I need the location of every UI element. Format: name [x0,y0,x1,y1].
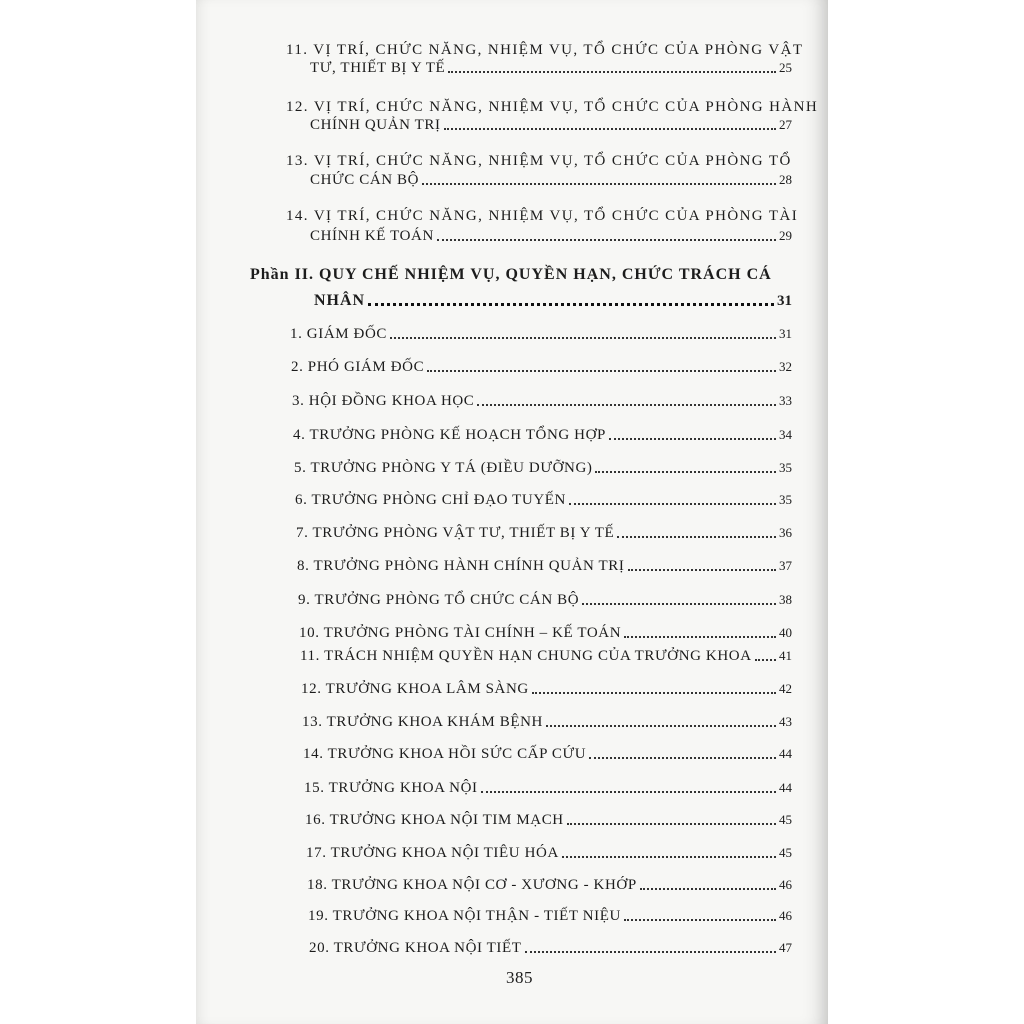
toc-entry-label: 20. TRƯỞNG KHOA NỘI TIẾT [309,940,522,956]
toc-page-number: 27 [779,117,792,132]
toc-entry-label: 10. TRƯỞNG PHÒNG TÀI CHÍNH – KẾ TOÁN [299,625,622,641]
toc-entry-12-line1: 12. VỊ TRÍ, CHỨC NĂNG, NHIỆM VỤ, TỔ CHỨC CỦA PHÒNG HÀNH [286,99,819,115]
toc-entry-label: 5. TRƯỞNG PHÒNG Y TÁ (ĐIỀU DƯỠNG) [294,460,593,476]
toc-entry-14-line1: 14. VỊ TRÍ, CHỨC NĂNG, NHIỆM VỤ, TỔ CHỨC CỦA PHÒNG TÀI [286,208,799,224]
toc-entry-label: 12. TRƯỞNG KHOA LÂM SÀNG [301,681,529,697]
dot-leader [609,438,776,440]
toc-entry-label: 19. TRƯỞNG KHOA NỘI THẬN - TIẾT NIỆU [308,908,621,924]
toc-page-number: 31 [777,293,792,309]
toc-entry-label: 18. TRƯỞNG KHOA NỘI CƠ - XƯƠNG - KHỚP [307,877,637,893]
toc-item-14 [303,746,792,763]
toc-entry-label: 2. PHÓ GIÁM ĐỐC [291,359,425,375]
toc-item-15 [304,780,792,797]
toc-entry-14 [310,228,792,245]
toc-item-19 [308,908,792,925]
toc-page-number: 29 [779,228,792,243]
toc-entry-label: 13. TRƯỞNG KHOA KHÁM BỆNH [302,714,543,730]
dot-leader [562,856,776,858]
toc-entry-label: CHÍNH QUẢN TRỊ [310,117,441,133]
toc-page-number: 38 [779,592,792,607]
toc-entry-label: NHÂN [314,292,366,309]
toc-page-number: 46 [779,908,792,923]
toc-item-5 [294,460,792,477]
toc-page-number: 43 [779,714,792,729]
dot-leader [444,128,776,130]
toc-entry-11 [310,60,792,77]
toc-item-12 [301,681,792,698]
dot-leader [532,692,776,694]
toc-item-7 [296,525,792,542]
toc-page-number: 25 [779,60,792,75]
book-page [196,0,828,1024]
toc-page-number: 28 [779,172,792,187]
toc-page-number: 33 [779,393,792,408]
toc-page-number: 46 [779,877,792,892]
dot-leader [368,303,774,306]
toc-item-16 [305,812,792,829]
toc-entry-label: 1. GIÁM ĐỐC [290,326,388,342]
toc-page-number: 40 [779,625,792,640]
page-number: 385 [506,968,533,987]
toc-entry-label: 9. TRƯỞNG PHÒNG TỔ CHỨC CÁN BỘ [298,592,580,608]
toc-item-18 [307,877,792,894]
toc-item-11 [300,648,792,665]
toc-page-number: 41 [779,648,792,663]
toc-entry-label: 17. TRƯỞNG KHOA NỘI TIÊU HÓA [306,845,559,861]
dot-leader [437,239,776,241]
toc-item-20 [309,940,792,957]
toc-page-number: 35 [779,460,792,475]
dot-leader [427,370,776,372]
toc-page-number: 45 [779,812,792,827]
toc-page-number: 37 [779,558,792,573]
dot-leader [617,536,776,538]
dot-leader [589,757,776,759]
dot-leader [546,725,776,727]
toc-item-10 [299,625,792,642]
dot-leader [390,337,776,339]
toc-item-13 [302,714,792,731]
toc-page-number: 36 [779,525,792,540]
toc-entry-label: TƯ, THIẾT BỊ Y TẾ [310,60,446,76]
toc-item-3 [292,393,792,410]
toc-entry-13 [310,172,792,189]
toc-item-6 [295,492,792,509]
toc-entry-label: CHÍNH KẾ TOÁN [310,228,434,244]
toc-entry-label: 11. TRÁCH NHIỆM QUYỀN HẠN CHUNG CỦA TRƯỞNG KHOA [300,648,752,664]
toc-page-number: 31 [779,326,792,341]
toc-item-1 [290,326,792,343]
toc-entry-label: 14. TRƯỞNG KHOA HỒI SỨC CẤP CỨU [303,746,587,762]
dot-leader [624,636,776,638]
toc-item-9 [298,592,792,609]
toc-entry-label: 3. HỘI ĐỒNG KHOA HỌC [292,393,475,409]
dot-leader [525,951,776,953]
dot-leader [628,569,776,571]
toc-entry-label: 4. TRƯỞNG PHÒNG KẾ HOẠCH TỔNG HỢP [293,427,606,443]
dot-leader [567,823,776,825]
dot-leader [582,603,776,605]
toc-page-number: 45 [779,845,792,860]
toc-entry-label: 7. TRƯỞNG PHÒNG VẬT TƯ, THIẾT BỊ Y TẾ [296,525,615,541]
toc-page-number: 47 [779,940,792,955]
dot-leader [477,404,776,406]
toc-entry-label: 15. TRƯỞNG KHOA NỘI [304,780,478,796]
dot-leader [624,919,776,921]
toc-item-4 [293,427,792,444]
toc-page-number: 44 [779,746,792,761]
toc-item-8 [297,558,792,575]
toc-entry-label: 16. TRƯỞNG KHOA NỘI TIM MẠCH [305,812,564,828]
toc-page-number: 42 [779,681,792,696]
toc-page-number: 44 [779,780,792,795]
toc-entry-13-line1: 13. VỊ TRÍ, CHỨC NĂNG, NHIỆM VỤ, TỔ CHỨC CỦA PHÒNG TỔ [286,153,792,169]
toc-entry-12 [310,117,792,134]
dot-leader [595,471,776,473]
dot-leader [422,183,776,185]
part2-heading [314,292,792,310]
toc-entry-label: CHỨC CÁN BỘ [310,172,420,188]
dot-leader [755,659,776,661]
dot-leader [481,791,776,793]
toc-page-number: 34 [779,427,792,442]
part2-heading-line1: Phần II. QUY CHẾ NHIỆM VỤ, QUYỀN HẠN, CHỨC TRÁCH CÁ [250,266,772,283]
toc-page-number: 32 [779,359,792,374]
toc-entry-label: 6. TRƯỞNG PHÒNG CHỈ ĐẠO TUYẾN [295,492,566,508]
dot-leader [640,888,776,890]
toc-entry-label: 8. TRƯỞNG PHÒNG HÀNH CHÍNH QUẢN TRỊ [297,558,625,574]
toc-entry-11-line1: 11. VỊ TRÍ, CHỨC NĂNG, NHIỆM VỤ, TỔ CHỨC CỦA PHÒNG VẬT [286,42,804,58]
dot-leader [569,503,776,505]
dot-leader [448,71,776,73]
toc-item-17 [306,845,792,862]
toc-page-number: 35 [779,492,792,507]
toc-item-2 [291,359,792,376]
